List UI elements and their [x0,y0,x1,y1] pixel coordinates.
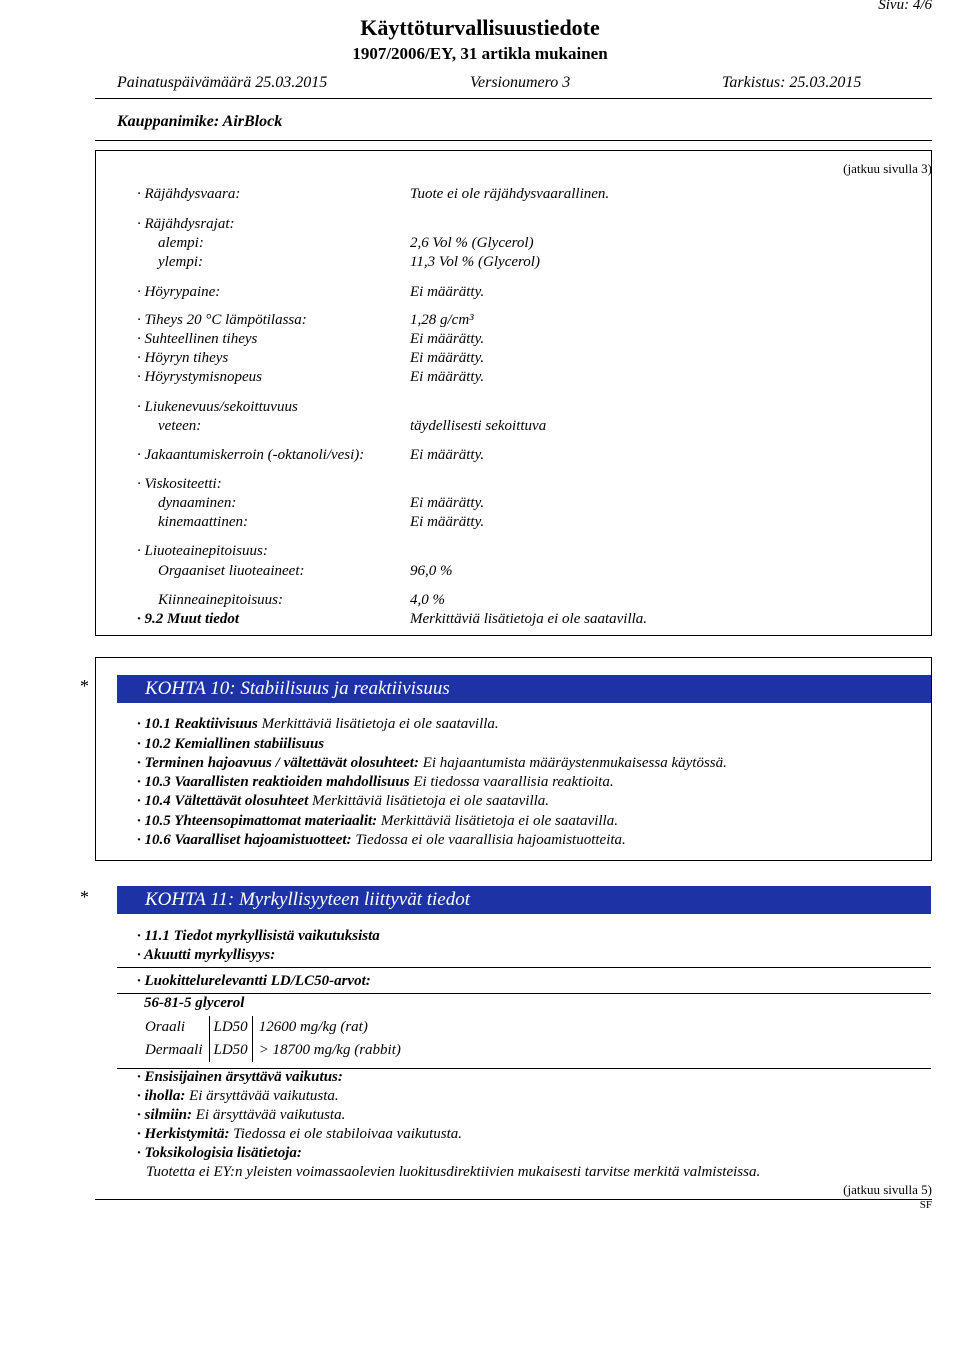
organic-solvents-label: Orgaaniset liuoteaineet: [158,563,305,579]
reactivity-line [137,716,499,733]
header-divider [95,98,932,99]
dynamic-viscosity-label: dynaaminen: [158,495,237,511]
density-value: 1,28 g/cm³ [410,312,474,328]
table-row [143,1016,405,1039]
sensitisation-line [137,1126,462,1143]
partition-coefficient-value: Ei määrätty. [410,447,485,463]
hazardous-reactions-value: Ei tiedossa vaarallisia reaktioita. [413,774,614,790]
thermal-decomposition-line [137,755,727,772]
toxicological-info-label: · 11.1 Tiedot myrkyllisistä vaikutuksista [137,928,380,944]
section-10-header [117,675,931,703]
eyes-line [137,1107,345,1124]
incompatible-materials-value: Merkittäviä lisätietoja ei ole saatavilla. [380,813,618,829]
upper-limit-value: 11,3 Vol % (Glycerol) [410,254,540,270]
skin-line [137,1088,339,1105]
continued-from: (jatkuu sivulla 3) [843,161,932,176]
footer-divider [95,1199,932,1200]
reactivity-label: · 10.1 Reaktiivisuus [137,716,258,732]
ld-lc50-label: · Luokittelurelevantti LD/LC50-arvot: [137,973,371,989]
decomposition-products-value: Tiedossa ei ole vaarallisia hajoamistuotteita. [355,832,626,848]
vapour-density-value: Ei määrätty. [410,350,485,366]
primary-irritation-label: · Ensisijainen ärsyttävä vaikutus: [137,1069,343,1085]
explosion-hazard-label: · Räjähdysvaara: [137,186,241,202]
section-11-title: KOHTA 11: Myrkyllisyyteen liittyvät tiedot [145,889,471,910]
partition-coefficient-label: · Jakaantumiskerroin (-oktanoli/vesi): [137,447,365,463]
solubility-label: · Liukenevuus/sekoittuvuus [137,399,298,415]
toxicology-label: · Toksikologisia lisätietoja: [137,1145,302,1161]
page-number: Sivu: 4/6 [878,0,932,13]
toxicity-table [143,1016,405,1062]
solids-content-value: 4,0 % [410,592,445,608]
incompatible-materials-line [137,813,618,830]
eyes-value: Ei ärsyttävää vaikutusta. [195,1107,346,1123]
divider [117,993,931,994]
skin-value: Ei ärsyttävää vaikutusta. [189,1088,339,1104]
conditions-to-avoid-value: Merkittäviä lisätietoja ei ole saatavilla. [312,793,550,809]
section-11-header [117,886,931,914]
reactivity-value: Merkittäviä lisätietoja ei ole saatavilla. [261,716,499,732]
solubility-label-water: veteen: [158,418,202,434]
acute-toxicity-label: · Akuutti myrkyllisyys: [137,947,276,963]
type-cell: LD50 [209,1016,252,1039]
vapour-pressure-value: Ei määrätty. [410,284,485,300]
explosion-hazard-value: Tuote ei ole räjähdysvaarallinen. [410,186,610,202]
solubility-value: täydellisesti sekoittuva [410,418,547,434]
value-cell: 12600 mg/kg (rat) [258,1019,368,1035]
vapour-pressure-label: · Höyrypaine: [137,284,221,300]
hazardous-reactions-label: · 10.3 Vaarallisten reaktioiden mahdollisuus [137,774,410,790]
evaporation-rate-label: · Höyrystymisnopeus [137,369,262,385]
kinematic-viscosity-label: kinemaattinen: [158,514,248,530]
lower-limit-label: alempi: [158,235,204,251]
solvent-content-label: · Liuoteainepitoisuus: [137,543,268,559]
vapour-density-label: · Höyryn tiheys [137,350,229,366]
toxicology-value: Tuotetta ei EY:n yleisten voimassaolevien luokitusdirektiivien mukaisesti tarvitse merkitä valmisteissa. [146,1164,761,1180]
value-cell: > 18700 mg/kg (rabbit) [258,1042,401,1058]
language-code: SF [919,1199,932,1211]
version-number: Versionumero 3 [470,74,571,91]
revision-date: Tarkistus: 25.03.2015 [722,74,862,91]
organic-solvents-value: 96,0 % [410,563,453,579]
route-cell: Dermaali [143,1039,209,1062]
trade-name-divider [95,140,932,141]
other-information-label: · 9.2 Muut tiedot [137,611,240,627]
incompatible-materials-label: · 10.5 Yhteensopimattomat materiaalit: [137,813,378,829]
continued-on: (jatkuu sivulla 5) [843,1182,932,1197]
viscosity-label: · Viskositeetti: [137,476,222,492]
solids-content-label: Kiinneainepitoisuus: [158,592,283,608]
hazardous-reactions-line [137,774,614,791]
lower-limit-value: 2,6 Vol % (Glycerol) [410,235,534,251]
density-label: · Tiheys 20 °C lämpötilassa: [137,312,307,328]
chemical-stability-label: · 10.2 Kemiallinen stabiilisuus [137,736,325,752]
explosion-limits-label: · Räjähdysrajat: [137,216,235,232]
substance-name: 56-81-5 glycerol [144,995,245,1011]
route-cell: Oraali [143,1016,209,1039]
type-cell: LD50 [209,1039,252,1062]
relative-density-label: · Suhteellinen tiheys [137,331,258,347]
sensitisation-label: · Herkistymitä: [137,1126,230,1142]
other-information-value: Merkittäviä lisätietoja ei ole saatavilla. [410,611,648,627]
skin-label: · iholla: [137,1088,186,1104]
table-row [143,1039,405,1062]
print-date: Painatuspäivämäärä 25.03.2015 [117,74,328,91]
document-subtitle: 1907/2006/EY, 31 artikla mukainen [352,44,608,63]
relative-density-value: Ei määrätty. [410,331,485,347]
thermal-decomposition-value: Ei hajaantumista määräystenmukaisessa käytössä. [422,755,727,771]
dynamic-viscosity-value: Ei määrätty. [410,495,485,511]
revision-marker: * [80,676,89,696]
trade-name: Kauppanimike: AirBlock [117,113,283,130]
divider [117,967,931,968]
revision-marker: * [80,887,89,907]
upper-limit-label: ylempi: [158,254,203,270]
document-title: Käyttöturvallisuustiedote [360,15,600,40]
eyes-label: · silmiin: [137,1107,193,1123]
decomposition-products-label: · 10.6 Vaaralliset hajoamistuotteet: [137,832,352,848]
section-10-title: KOHTA 10: Stabiilisuus ja reaktiivisuus [145,678,450,699]
conditions-to-avoid-label: · 10.4 Vältettävät olosuhteet [137,793,309,809]
kinematic-viscosity-value: Ei määrätty. [410,514,485,530]
evaporation-rate-value: Ei määrätty. [410,369,485,385]
sensitisation-value: Tiedossa ei ole stabiloivaa vaikutusta. [233,1126,462,1142]
decomposition-products-line [137,832,626,849]
conditions-to-avoid-line [137,793,549,810]
thermal-decomposition-label: · Terminen hajoavuus / vältettävät olosuhteet: [137,755,419,771]
